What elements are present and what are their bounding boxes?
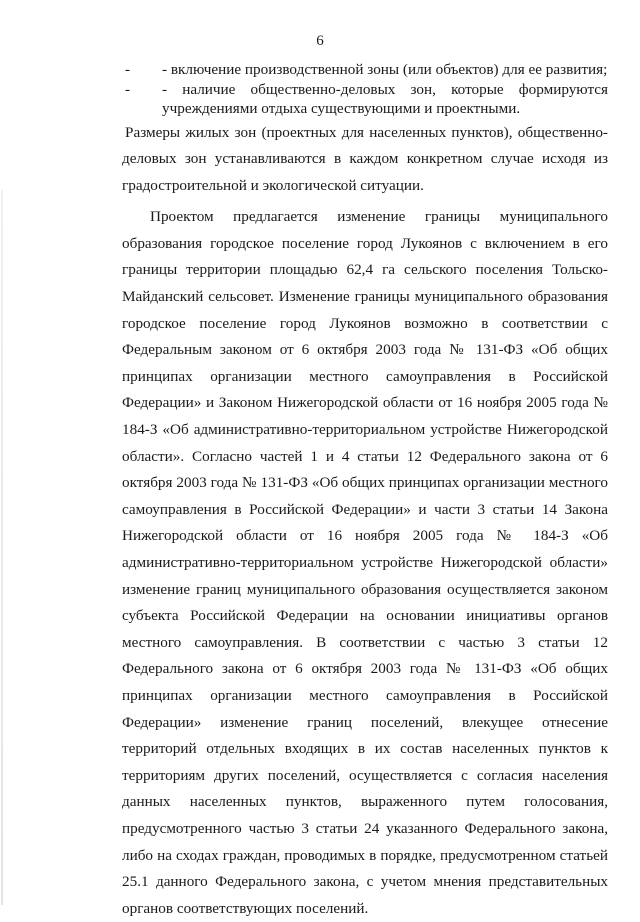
bullet-dash: - [125,61,131,78]
scan-edge-mark [1,190,3,905]
bullet-item [122,80,608,119]
bullet-text: - наличие общественно-деловых зон, которые формируются учреждениями отдыха существующими и проектными. [162,80,608,117]
document-body [122,60,608,922]
bullet-item [122,60,608,80]
page-number: 6 [316,33,324,49]
bullet-dash: - [125,80,131,98]
paragraph-boundary-change: Проектом предлагается изменение границы муниципального образования городское поселение город Лукоянов с включением в его границы территории площадью 62,4 га сельского поселения Тольско-Майданский сельсовет. Изменение границы муниципального образования городское поселение город Лукоянов возможно в соответствии с Федеральным законом от 6 октября 2003 года № 131-ФЗ «Об общих принципах организации местного самоуправления в Российской Федерации» и Законом Нижегородской области от 16 ноября 2005 года № 184-З «Об административно-территориальном устройстве Нижегородской области». Согласно частей 1 и 4 статьи 12 Федерального закона от 6 октября 2003 года № 131-ФЗ «Об общих принципах организации местного самоуправления в Российской Федерации» и части 3 статьи 14 Закона Нижегородской области от 16 ноября 2005 года № 184-З «Об административно-территориальном устройстве Нижегородской области» изменение границ муниципального образования осуществляется законом субъекта Российской Федерации на основании инициативы органов местного самоуправления. В соответствии с частью 3 статьи 12 Федерального закона от 6 октября 2003 года № 131-ФЗ «Об общих принципах организации местного самоуправления в Российской Федерации» изменение границ поселений, влекущее отнесение территорий отдельных входящих в их состав населенных пунктов к территориям других поселений, осуществляется с согласия населения данных населенных пунктов, выраженного путем голосования, предусмотренного частью 3 статьи 24 указанного Федерального закона, либо на сходах граждан, проводимых в порядке, предусмотренном статьей 25.1 данного Федерального закона, с учетом мнения представительных органов соответствующих поселений. [122,208,608,917]
bullet-text: - включение производственной зоны (или объектов) для ее развития; [162,61,608,78]
paragraph-zone-sizes: Размеры жилых зон (проектных для населенных пунктов), общественно-деловых зон устанавливаются в каждом конкретном случае исходя из градостроительной и экологической ситуации. [122,123,608,194]
